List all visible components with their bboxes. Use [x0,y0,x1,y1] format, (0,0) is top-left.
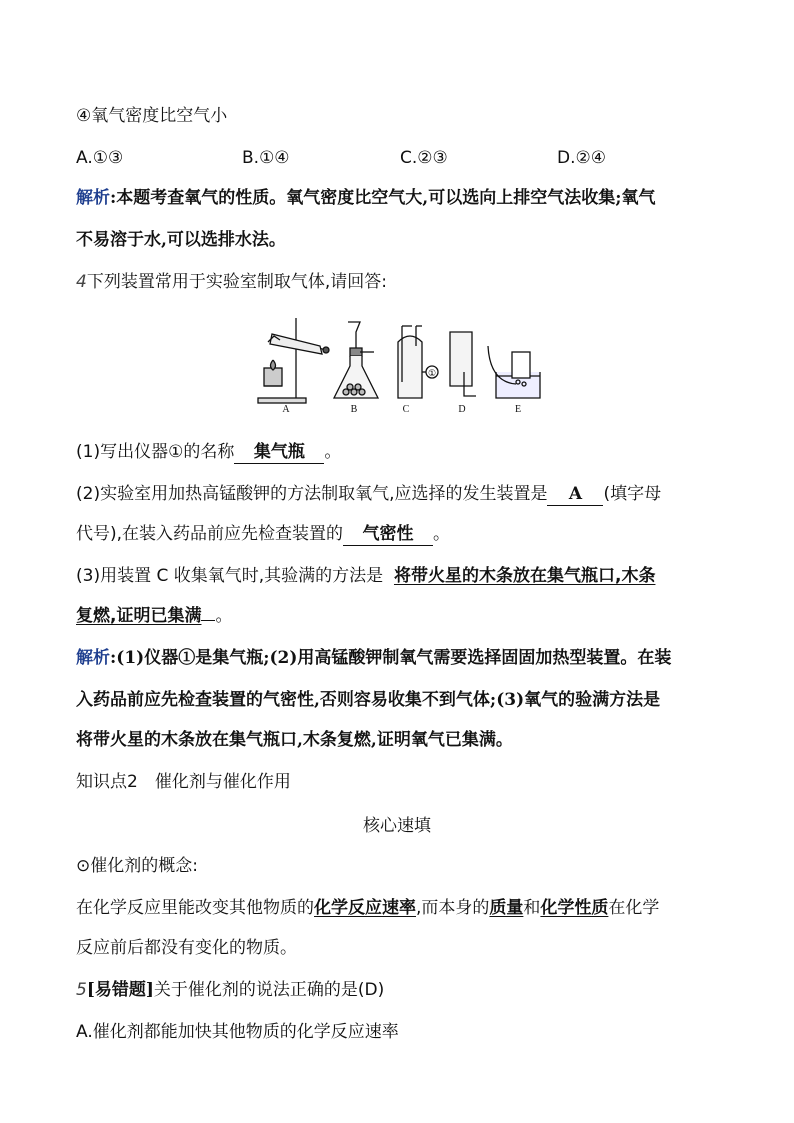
analysis-label: 解析 [76,188,110,208]
figure-label-a: A [282,404,290,415]
apparatus-b [334,322,378,398]
answer-text: 复燃,证明已集满 [76,606,202,626]
lab-apparatus-figure [250,312,550,420]
section-title: 知识点2 催化剂与催化作用 [76,772,291,792]
q4-part2-line2: 代号),在装入药品前应先检查装置的 气密性 。 [76,524,451,544]
q3-option-d: D.②④ [557,148,606,168]
figure-label-e: E [514,404,522,415]
q5-option-a: A.催化剂都能加快其他物质的化学反应速率 [76,1022,399,1042]
catalyst-definition-line1: 在化学反应里能改变其他物质的化学反应速率,而本身的质量和化学性质在化学 [76,898,660,918]
answer-text: 将带火星的木条放在集气瓶口,木条 [393,566,656,586]
q5-stem: 5[易错题]关于催化剂的说法正确的是(D) [76,980,385,1000]
q4-analysis-line1: 解析:(1)仪器①是集气瓶;(2)用高锰酸钾制氧气需要选择固固加热型装置。在装 [76,648,672,668]
apparatus-d [450,332,476,396]
question-number: 5 [76,980,87,1000]
q4-analysis-line2: 入药品前应先检查装置的气密性,否则容易收集不到气体;(3)氧气的验满方法是 [76,690,661,710]
question-number: 4 [76,272,87,292]
q4-analysis-line3: 将带火星的木条放在集气瓶口,木条复燃,证明氧气已集满。 [76,730,513,750]
figure-label-d: D [458,404,466,415]
q4-stem-text: 下列装置常用于实验室制取气体,请回答: [86,272,387,292]
analysis-label: 解析 [76,648,110,668]
q4-part2-line1: (2)实验室用加热高锰酸钾的方法制取氧气,应选择的发生装置是 A (填字母 [76,484,662,504]
apparatus-e [488,346,540,398]
q3-analysis-line2: 不易溶于水,可以选排水法。 [76,230,286,250]
analysis-text: :本题考查氧气的性质。氧气密度比空气大,可以选向上排空气法收集;氧气 [110,188,656,208]
q3-option-c: C.②③ [400,148,448,168]
apparatus-marker: ① [427,368,437,378]
q3-analysis-line1 [76,186,655,210]
q3-option-a: A.①③ [76,148,124,168]
q4-part3-line2: 复燃,证明已集满 。 [76,606,233,626]
answer-blank: 气密性 [343,523,433,546]
apparatus-c [398,326,438,398]
q4-stem [76,270,387,294]
q3-item4: ④氧气密度比空气小 [76,106,228,126]
figure-label-c: C [402,404,410,415]
question-tag: [易错题] [86,980,154,1000]
q4-part1: (1)写出仪器①的名称 集气瓶 。 [76,442,342,462]
apparatus-a [258,318,329,403]
figure-label-b: B [350,404,358,415]
answer-blank: 集气瓶 [234,441,324,464]
q3-option-b: B.①④ [242,148,290,168]
catalyst-definition-line2: 反应前后都没有变化的物质。 [76,938,297,958]
concept-label: ⊙催化剂的概念: [76,856,198,876]
answer-blank: A [547,483,603,506]
section-subtitle: 核心速填 [363,816,431,836]
q4-part3-line1: (3)用装置 C 收集氧气时,其验满的方法是 将带火星的木条放在集气瓶口,木条 [76,566,656,586]
